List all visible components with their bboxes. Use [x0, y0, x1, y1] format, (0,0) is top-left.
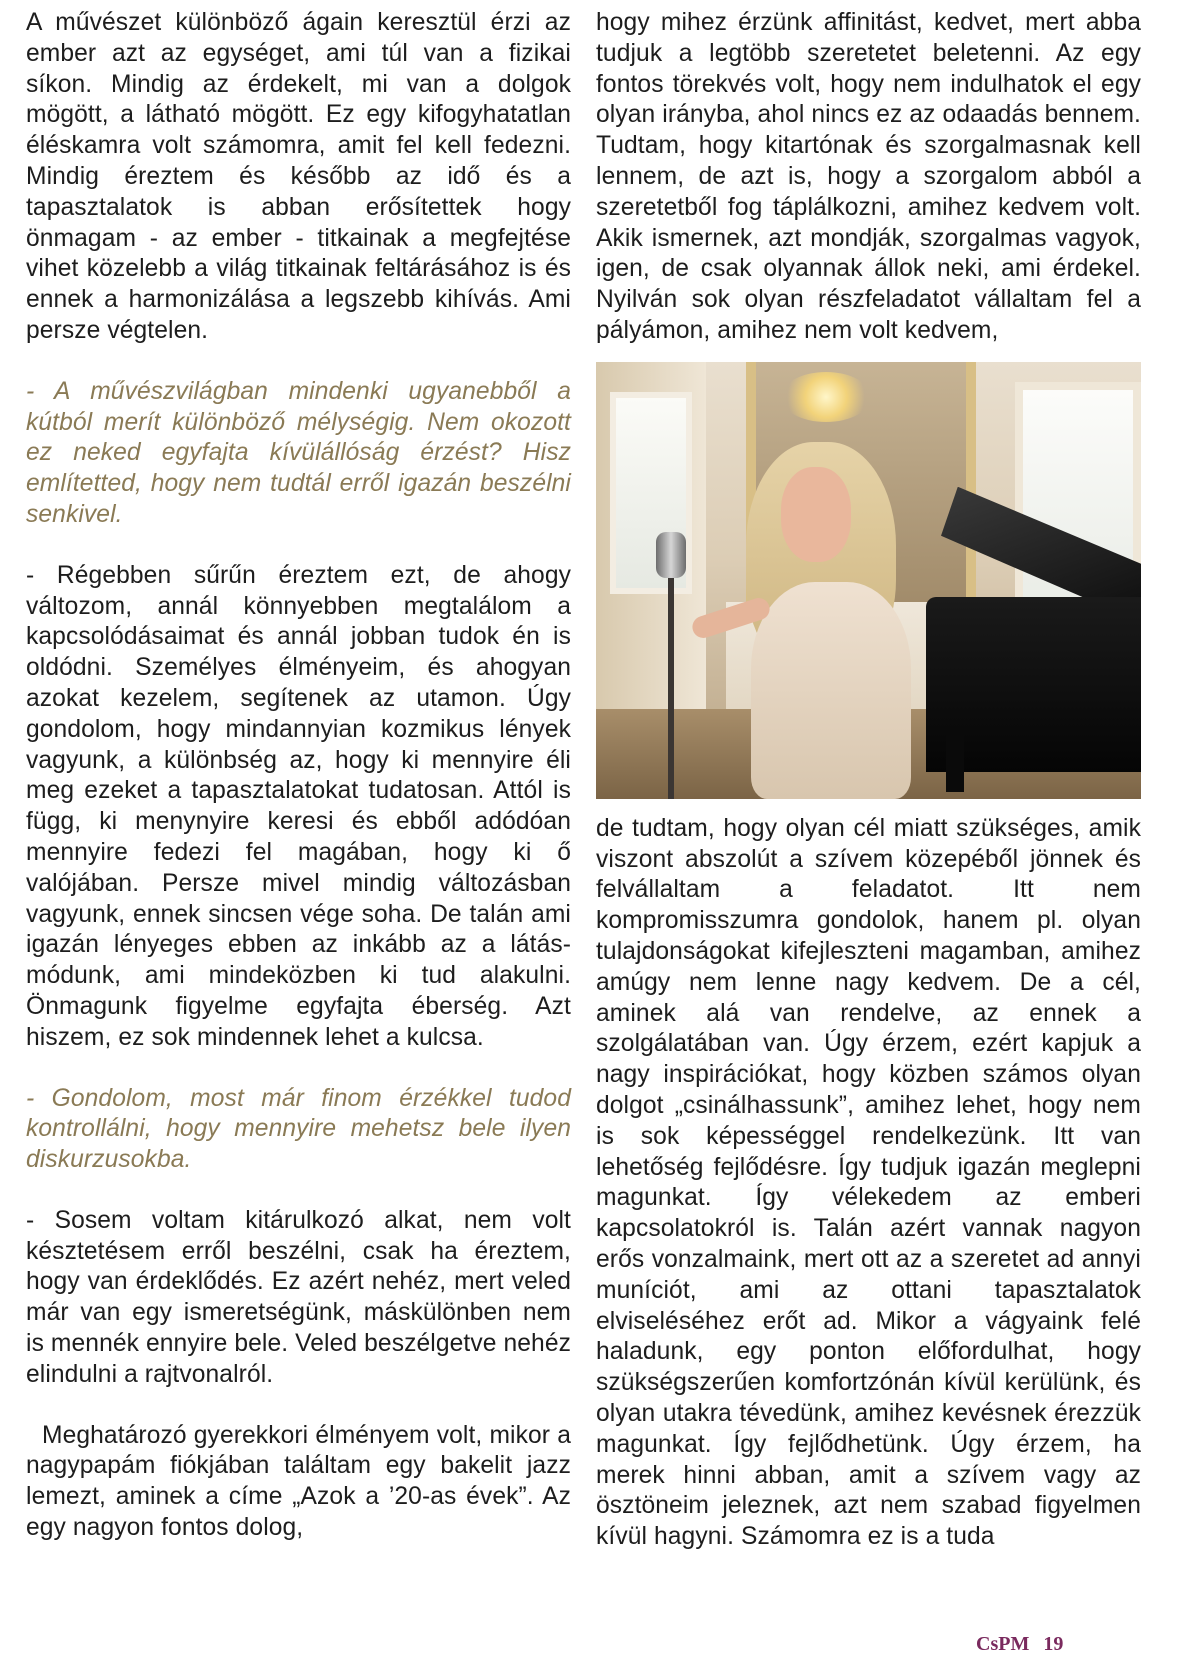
interview-question: - A művészvilágban mindenki ugyanebből a kútból merít különböző mélységig. Nem okozott ez neked egyfajta kívülállóság érzést? Hisz említetted, hogy nem tudtál erről igazán beszélni senkivel. — [26, 377, 571, 528]
microphone-stand — [668, 562, 674, 799]
interview-question: - Gondolom, most már finom érzékkel tudod kontrollálni, hogy mennyire mehetsz bele ilyen diskurzusokba. — [26, 1084, 571, 1174]
left-column — [26, 8, 571, 1544]
body-paragraph: de tudtam, hogy olyan cél miatt szükséges, amik viszont abszolút a szívem közepéből jönnek és felvállaltam a feladatot. Itt nem kompromisszumra gondolok, hanem pl. olyan tulajdonságokat kifejleszteni magamban, amihez amúgy nem lenne nagy kedvem. De a cél, aminek alá van rendelve, az ennek a szolgálatában van. Úgy érzem, ezért kapjuk a nagy inspirációkat, hogy közben számos olyan dolgot „csinálhassunk”, amihez lehet, hogy nem is sok képességgel rendelkezünk. Itt van lehetőség fejlődésre. Így tudjuk igazán meglepni magunkat. Így vélekedem az emberi kapcsolatokról is. Talán azért vannak nagyon erős vonzalmaink, mert ott az a szeretet ad annyi muníciót, ami az ottani tapasztalatok elviseléséhez erőt ad. Mikor a vágyaink felé haladunk, egy ponton előfordulhat, hogy szükségszerűen komfortzónán kívül kerülünk, és olyan utakra tévedünk, amihez kevésnek érezzük magunkat. Így fejlődhetünk. Úgy érzem, ha merek hinni abban, amit a szívem vagy az ösztöneim jeleznek, azt nem szabad figyelmen kívül hagyni. Számomra ez is a tuda — [596, 814, 1141, 1551]
body-paragraph: - Régebben sűrűn éreztem ezt, de ahogy változom, annál könnyebben megtalálom a kapcsolódásaimat és annál jobban tudok én is oldódni. Személyes élményeim, és ahogyan azokat kezelem, segítenek az utamon. Úgy gondolom, hogy mindannyian kozmikus lények vagyunk, a különbség az, hogy ki mennyire éli meg ezeket a tapasztalatokat tudatosan. Attól is függ, ki menynyire keresi és ebből adódóan mennyire fedezi fel magában, hogy ki ő valójában. Persze mivel mindig változásban vagyunk, ennek sincsen vége soha. De talán ami igazán lényeges ebben az inkább az a látásmódunk, ami mindeközben ki tud alakulni. Önmagunk figyelme egyfajta éberség. Azt hiszem, ez sok mindennek lehet a kulcsa. — [26, 561, 571, 1051]
body-paragraph: hogy mihez érzünk affinitást, kedvet, mert abba tudjuk a legtöbb szeretetet beletenni. Az egy fontos törekvés volt, hogy nem indulhatok el egy olyan irányba, ahol nincs ez az odaadás bennem. Tudtam, hogy kitartónak és szorgalmasnak kell lennem, de azt is, hogy a szorgalom abból a szeretetből fog táplálkozni, amihez kedvem volt. Akik ismernek, azt mondják, szorgalmas vagyok, igen, de csak olyannak állok neki, ami érdekel. Nyilván sok olyan részfeladatot vállaltam fel a pályámon, amihez nem volt kedvem, — [596, 9, 1141, 344]
magazine-name: CsPM — [976, 1633, 1030, 1655]
page-footer — [976, 1633, 1063, 1656]
singer-photo — [596, 362, 1141, 799]
microphone-icon — [656, 532, 686, 578]
body-paragraph: Meghatározó gyerekkori élményem volt, mikor a nagypapám fiókjában találtam egy bakelit jazz lemezt, aminek a címe „Azok a ’20-as évek”. Az egy nagyon fontos dolog, — [26, 1421, 571, 1542]
body-paragraph: A művészet különböző ágain keresztül érzi az ember azt az egységet, ami túl van a fizikai síkon. Mindig az érdekelt, mi van a dolgok mögött, a látható mögött. Ez egy kifogyhatatlan éléskamra volt számomra, amit fel kell fedezni. Mindig éreztem és később az idő és a tapasztalatok is abban erősítettek hogy önmagam - az ember - titkainak a megfejtése vihet közelebb a világ titkainak feltárásához is és ennek a harmonizálása a legszebb kihívás. Ami persze végtelen. — [26, 9, 571, 344]
right-column — [596, 8, 1141, 1553]
body-paragraph: - Sosem voltam kitárulkozó alkat, nem volt késztetésem erről beszélni, csak ha éreztem, hogy van érdeklődés. Ez azért nehéz, mert veled már van egy ismeretségünk, máskülönben nem is mennék ennyire bele. Veled beszélgetve nehéz elindulni a rajtvonalról. — [26, 1206, 571, 1388]
page-number: 19 — [1043, 1633, 1064, 1655]
